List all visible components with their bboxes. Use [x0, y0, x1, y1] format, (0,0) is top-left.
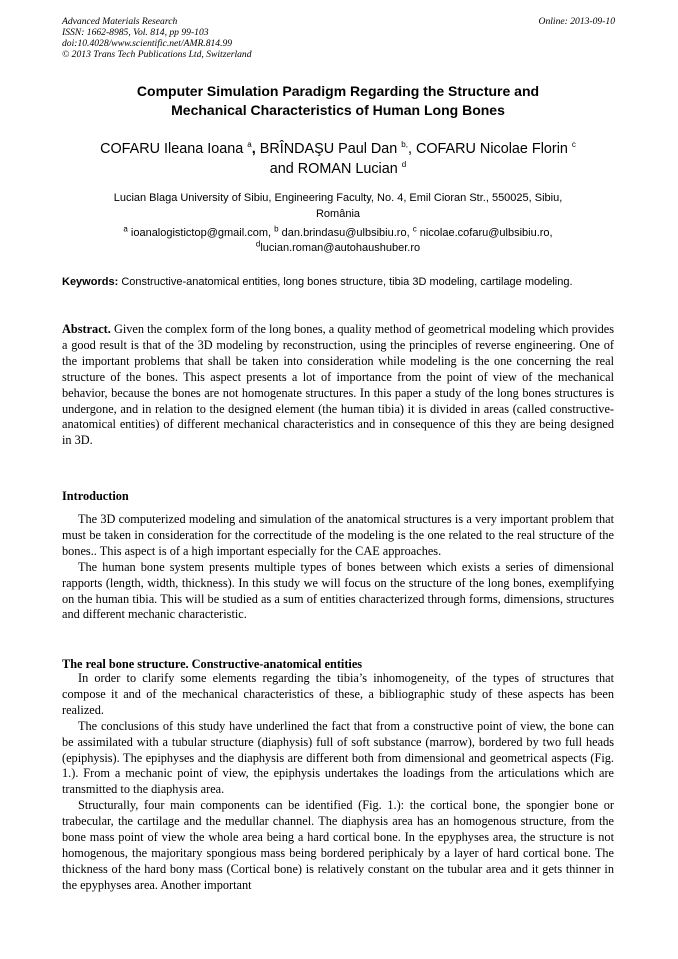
title-line-1: Computer Simulation Paradigm Regarding the Structure and — [136, 83, 540, 99]
abstract-text: Given the complex form of the long bones, a quality method of geometrical modeling which provides a good result is that of the 3D modeling by reconstruction, using the principles of reverse engineering. One of the important problems that shall be taken into consideration while modeling is the one concerning the real structure of the bones. This aspect presents a lot of importance from the point of view of the mechanical behavior, because the bones are not homogenate structures. In this paper a study of the long bones structures is undergone, and in relation to the designed element (the human tibia) it is divided in areas (called constructive-anatomical entities) of different mechanical characteristics and in consequence of this they are being designed in 3D. — [62, 322, 615, 448]
real-structure-paragraph-2: The conclusions of this study have underlined the fact that from a constructive point of view, the bone can be assimilated with a tubular structure (diaphysis) full of soft substance (marrow), bordered by two full heads (epiphysis). The epiphyses and the diaphysis are different both from dimensional and geometrical aspects (Fig. 1.). From a mechanic point of view, the epiphysis undertakes the loadings from the articulations which are transmitted to the diaphysis area. — [62, 718, 614, 797]
journal-name: Advanced Materials Research — [62, 16, 178, 27]
author-line-1 — [62, 139, 614, 159]
journal-doi: doi:10.4028/www.scientific.net/AMR.814.99 — [62, 38, 233, 49]
email-line-1 — [62, 226, 614, 241]
affiliation-line-2: România — [315, 207, 361, 220]
author-4-affil: d — [401, 160, 407, 170]
real-structure-section — [62, 671, 614, 894]
abstract — [62, 322, 614, 449]
author-2: BRÎNDAŞU Paul Dan — [259, 141, 398, 157]
author-1-affil: a — [247, 140, 252, 150]
title-line-2: Mechanical Characteristics of Human Long Bones — [171, 102, 505, 118]
keywords — [62, 275, 614, 291]
real-structure-heading: The real bone structure. Constructive-anatomical entities — [62, 657, 363, 671]
journal-copyright: © 2013 Trans Tech Publications Ltd, Switzerland — [62, 49, 252, 60]
paper-title — [62, 82, 614, 120]
journal-header — [62, 16, 252, 60]
email-list — [62, 226, 614, 256]
journal-issn: ISSN: 1662-8985, Vol. 814, pp 99-103 — [62, 27, 209, 38]
email-d-sup: d — [255, 239, 261, 249]
author-line-2 — [62, 159, 614, 179]
email-d[interactable]: lucian.roman@autohaushuber.ro — [260, 242, 421, 254]
author-3: COFARU Nicolae Florin — [415, 141, 568, 157]
email-a-sup: a — [123, 224, 128, 234]
author-1: COFARU Ileana Ioana — [100, 141, 244, 157]
email-b-sup: b — [274, 224, 279, 234]
affiliation-line-1: Lucian Blaga University of Sibiu, Engineering Faculty, No. 4, Emil Cioran Str., 550025, Sibiu, — [113, 192, 563, 204]
real-structure-paragraph-3: Structurally, four main components can be identified (Fig. 1.): the cortical bone, the spongier bone or trabecular, the cartilage and the medullar channel. The diaphysis area has an homogenous structure, from the bone mass point of view the whole area being a hard cortical bone. In the epyphyses area, the structure is not homogenous, the majoritary spongious mass being bordered periphicaly by a layer of hard cortical bone. The thickness of the hard bony mass (Cortical bone) is relatively constant on the tubular area and it gets thinner in the epyphyses area. Another important — [62, 798, 614, 892]
email-a[interactable]: ioanalogistictop@gmail.com, — [130, 227, 272, 239]
email-c[interactable]: nicolae.cofaru@ulbsibiu.ro, — [419, 227, 553, 239]
email-line-2 — [62, 241, 614, 256]
abstract-label: Abstract. — [62, 322, 111, 336]
online-date: Online: 2013-09-10 — [538, 16, 615, 27]
author-separator: , — [407, 141, 416, 157]
email-c-sup: c — [412, 224, 417, 234]
keywords-text: Constructive-anatomical entities, long bones structure, tibia 3D modeling, cartilage modeling. — [121, 276, 573, 288]
introduction-section — [62, 512, 614, 623]
author-4: and ROMAN Lucian — [269, 161, 398, 177]
email-b[interactable]: dan.brindasu@ulbsibiu.ro, — [281, 227, 410, 239]
affiliation — [62, 191, 614, 222]
author-3-affil: c — [571, 140, 576, 150]
introduction-paragraph-2: The human bone system presents multiple types of bones between which exists a series of dimensional rapports (length, width, thickness). In this study we will focus on the structure of the long bones, exemplifying on the human tibia. This will be studied as a sum of entities characterized through forms, dimensions, structures and different mechanic characteristic. — [62, 559, 614, 622]
author-list — [62, 139, 614, 179]
real-structure-paragraph-1: In order to clarify some elements regarding the tibia’s inhomogeneity, of the types of structures that compose it and of the mechanical characteristics of these, a bibliographic study of these aspects has been realized. — [62, 671, 614, 717]
author-separator: , — [251, 141, 260, 157]
abstract-paragraph — [62, 322, 614, 449]
introduction-paragraph-1: The 3D computerized modeling and simulation of the anatomical structures is a very important problem that must be taken in consideration for the correctitude of the modeling is the one related to the real structure of the bones.. This aspect is of a high important especially for the CAE approaches. — [62, 512, 614, 558]
introduction-heading: Introduction — [62, 489, 129, 503]
keywords-label: Keywords: — [62, 276, 119, 288]
author-2-affil: b, — [401, 140, 408, 150]
